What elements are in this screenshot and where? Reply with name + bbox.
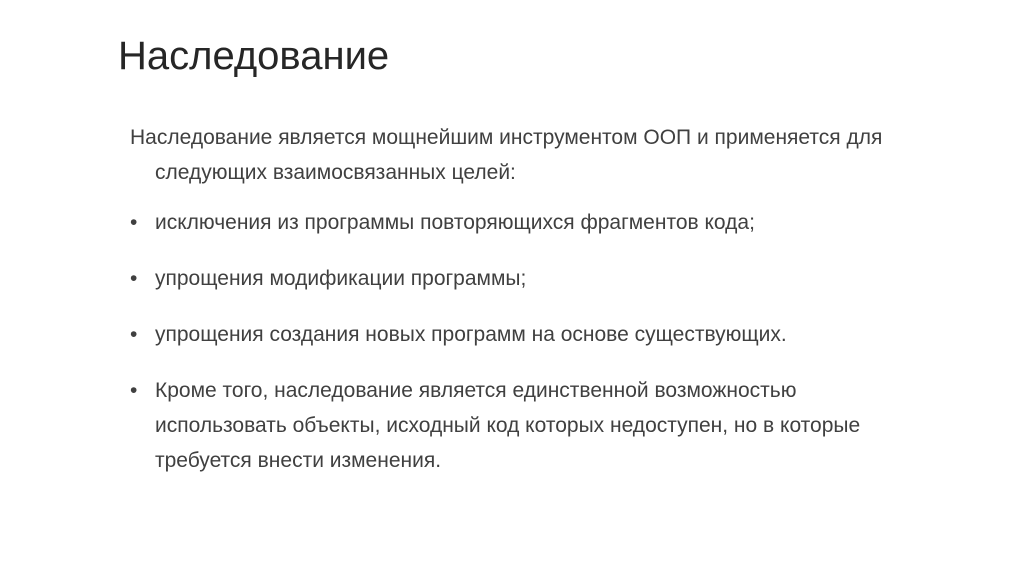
slide-body [130,120,930,499]
list-item [130,317,930,352]
list-item-text: упрощения модификации программы; [155,267,527,290]
list-item [130,205,930,240]
bullet-icon: • [130,267,138,290]
list-item [130,373,930,478]
list-item-text: Кроме того, наследование является единственной возможностью использовать объекты, исходный код которых недоступен, но в которые требуется внести изменения. [155,379,861,472]
bullet-icon: • [130,379,138,402]
slide-title: Наследование [118,34,390,78]
bullet-icon: • [130,323,138,346]
list-item-text: исключения из программы повторяющихся фрагментов кода; [155,211,755,234]
intro-paragraph: Наследование является мощнейшим инструментом ООП и применяется для следующих взаимосвязанных целей: [130,126,883,184]
list-item [130,261,930,296]
bullet-icon: • [130,211,138,234]
list-item-text: упрощения создания новых программ на основе существующих. [155,323,787,346]
